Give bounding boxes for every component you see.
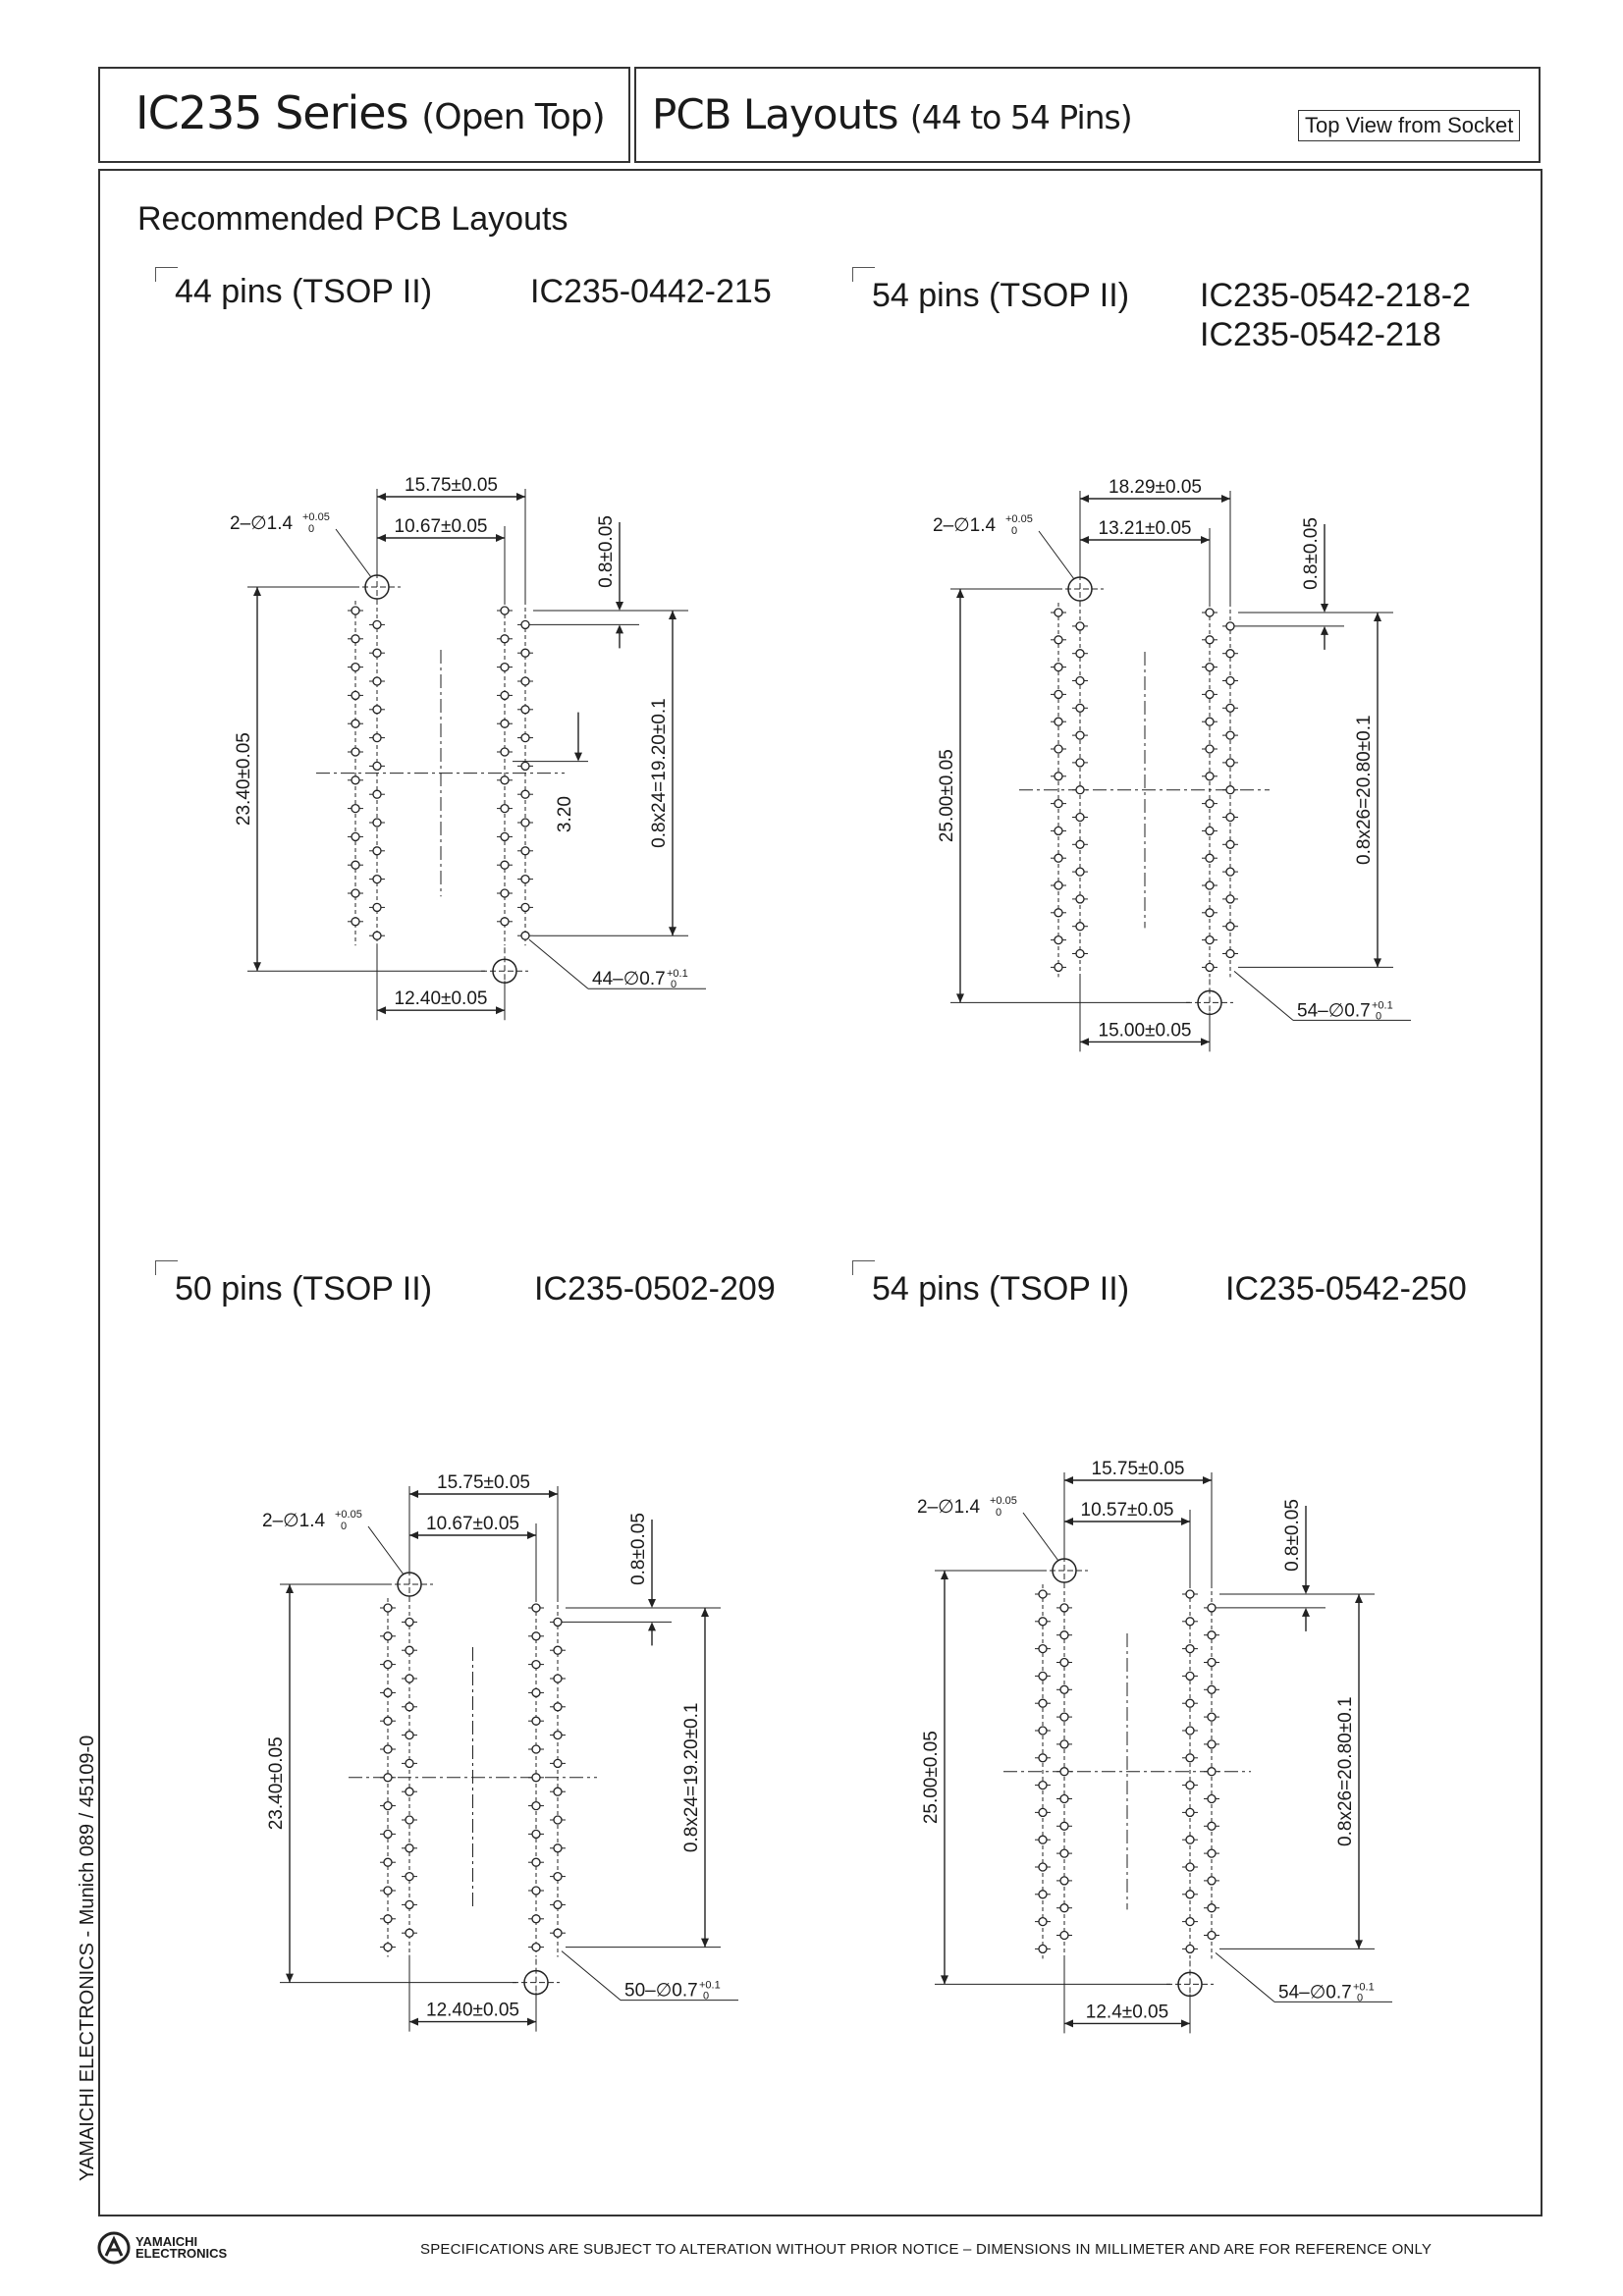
bottom-width-dim: 12.40±0.05	[394, 988, 488, 1010]
hole-tol-up: +0.05	[302, 511, 330, 523]
series-title	[135, 86, 605, 139]
row-length-dim: 0.8x26=20.80±0.1	[1335, 1696, 1356, 1846]
pin-tol-down: 0	[671, 979, 677, 991]
height-dim: 23.40±0.05	[266, 1736, 287, 1831]
inner-width-dim: 13.21±0.05	[1098, 518, 1192, 539]
layout-title	[652, 90, 1132, 138]
row-length-dim: 0.8x24=19.20±0.1	[681, 1702, 702, 1853]
locating-hole-label: 2–∅1.4	[262, 1511, 326, 1531]
hole-tol-down: 0	[341, 1521, 348, 1532]
pitch-dim: 0.8±0.05	[596, 515, 617, 588]
footer-notice: SPECIFICATIONS ARE SUBJECT TO ALTERATION WITHOUT PRIOR NOTICE – DIMENSIONS IN MILLIMETER AND ARE FOR REFERENCE ONLY	[420, 2241, 1433, 2258]
pin-hole-label: 54–∅0.7	[1297, 1000, 1371, 1022]
height-dim: 25.00±0.05	[937, 749, 957, 843]
layout-2-pins: 54 pins (TSOP II)	[872, 277, 1130, 314]
locating-hole-label: 2–∅1.4	[230, 513, 294, 534]
hole-tol-down: 0	[1011, 525, 1018, 537]
layout-4-pins: 54 pins (TSOP II)	[872, 1270, 1130, 1308]
pin-tol-down: 0	[703, 1990, 710, 2002]
layout-name: PCB Layouts	[652, 90, 898, 138]
bottom-width-dim: 12.40±0.05	[426, 2000, 519, 2021]
bottom-width-dim: 12.4±0.05	[1085, 2002, 1169, 2023]
layout-2-part-a: IC235-0542-218-2	[1200, 277, 1471, 314]
layout-subtitle: (44 to 54 Pins)	[909, 98, 1132, 136]
pin-tol-down: 0	[1357, 1992, 1364, 2004]
series-subtitle: (Open Top)	[421, 97, 605, 137]
hole-tol-down: 0	[308, 523, 315, 535]
logo-icon	[96, 2230, 132, 2266]
layout-3-part: IC235-0502-209	[534, 1270, 776, 1308]
pin-tol-down: 0	[1376, 1010, 1382, 1023]
pin-hole-label: 44–∅0.7	[592, 969, 666, 990]
company-logo	[96, 2230, 228, 2266]
layout-1-pins: 44 pins (TSOP II)	[175, 273, 433, 310]
pin-hole-label: 50–∅0.7	[624, 1980, 698, 2002]
locating-hole-label: 2–∅1.4	[933, 515, 997, 536]
outer-width-dim: 15.75±0.05	[437, 1472, 530, 1493]
inner-width-dim: 10.67±0.05	[394, 516, 488, 537]
height-dim: 25.00±0.05	[921, 1731, 942, 1825]
section-title: Recommended PCB Layouts	[137, 200, 568, 238]
outer-width-dim: 15.75±0.05	[405, 475, 498, 496]
series-name: IC235 Series	[135, 86, 408, 139]
hole-tol-down: 0	[996, 1507, 1002, 1519]
hole-tol-up: +0.05	[335, 1509, 362, 1521]
pitch-dim: 0.8±0.05	[628, 1513, 649, 1585]
layout-title-box	[634, 67, 1541, 163]
content-panel	[98, 169, 1542, 2216]
layout-2-part-b: IC235-0542-218	[1200, 316, 1441, 353]
height-dim: 23.40±0.05	[234, 732, 254, 827]
bottom-width-dim: 15.00±0.05	[1098, 1020, 1192, 1041]
row-length-dim: 0.8x24=19.20±0.1	[649, 698, 670, 848]
offset-dim: 3.20	[555, 796, 575, 833]
pin-tol-up: +0.1	[667, 968, 688, 981]
locating-hole-label: 2–∅1.4	[917, 1497, 981, 1518]
inner-width-dim: 10.67±0.05	[426, 1514, 519, 1534]
inner-width-dim: 10.57±0.05	[1080, 1500, 1174, 1521]
hole-tol-up: +0.05	[1005, 513, 1033, 525]
pitch-dim: 0.8±0.05	[1301, 517, 1322, 590]
pin-tol-up: +0.1	[1353, 1981, 1375, 1994]
outer-width-dim: 18.29±0.05	[1109, 477, 1202, 498]
layout-4-part: IC235-0542-250	[1225, 1270, 1467, 1308]
pin-hole-label: 54–∅0.7	[1278, 1982, 1352, 2003]
pin-tol-up: +0.1	[1372, 999, 1393, 1012]
series-title-box	[98, 67, 630, 163]
layout-3-pins: 50 pins (TSOP II)	[175, 1270, 433, 1308]
side-note: YAMAICHI ELECTRONICS - Munich 089 / 45109-0	[77, 1735, 98, 2181]
view-label: Top View from Socket	[1298, 110, 1520, 141]
outer-width-dim: 15.75±0.05	[1091, 1459, 1185, 1479]
hole-tol-up: +0.05	[990, 1495, 1017, 1507]
row-length-dim: 0.8x26=20.80±0.1	[1354, 715, 1375, 865]
pin-tol-up: +0.1	[699, 1979, 721, 1992]
pitch-dim: 0.8±0.05	[1282, 1499, 1303, 1572]
logo-text: YAMAICHI ELECTRONICS	[135, 2234, 228, 2261]
layout-1-part: IC235-0442-215	[530, 273, 772, 310]
